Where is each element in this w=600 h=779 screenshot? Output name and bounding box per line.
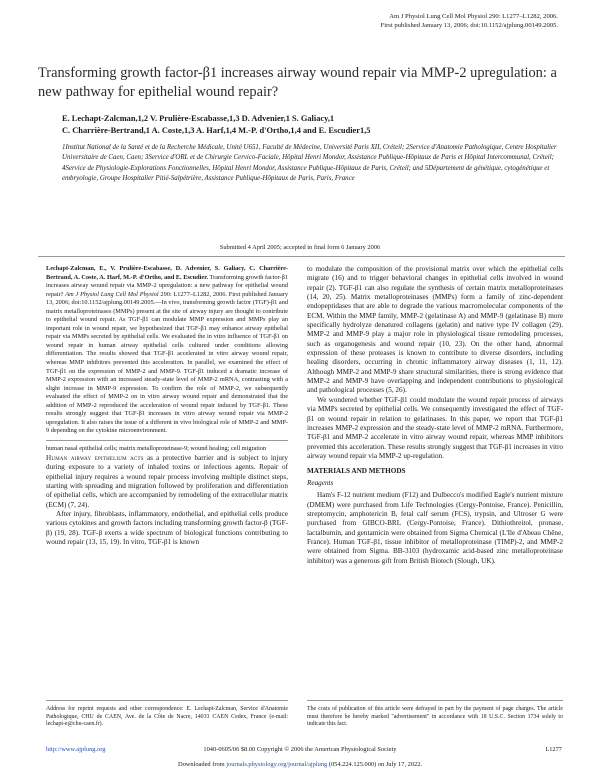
- intro-paragraph-2: After injury, fibroblasts, inflammatory, endothelial, and epithelial cells produce various cytokines and growth factors including transforming growth factor-β (TGF-β) (19, 28). TGF-β exerts a wide spectrum of biological functions contributing to wound repair (13, 15, 19). In vitro, TGF-β1 is known: [46, 510, 288, 547]
- reagents-heading: Reagents: [307, 479, 334, 488]
- page-charge-text: The costs of publication of this article were defrayed in part by the payment of page charges. The article must therefore be hereby marked "advertisement" in accordance with 18 U.S.C. Section 1734 solely to indicate this fact.: [307, 706, 563, 728]
- right-paragraph-2: We wondered whether TGF-β1 could modulate the wound repair process of airways via MMPs secreted by epithelial cells. We consequently investigated the effect of TGF-β1 on wound repair in relation to gelatinases. In this paper, we report that TGF-β1 increases MMP-2 expression and the steady-state level of MMP-2 mRNA. Furthermore, TGF-β1 and MMP-2 accelerate in vitro airway wound repair, whereas MMP inhibitors prevented this acceleration. These results strongly suggest that TGF-β1 increases in vitro airway wound repair via MMP-2 up-regulation.: [307, 395, 563, 460]
- download-link[interactable]: journals.physiology.org/journal/ajplung: [226, 761, 328, 768]
- right-paragraph-1: to modulate the composition of the provisional matrix over which the epithelial cells migrate (16) and to trigger behavioral changes in epithelial cells involved in wound repair (2). TGF-β1 can also regulate the synthesis of certain matrix metalloproteinases (14, 20, 25). Matrix metalloproteinases (MMPs) form a family of zinc-dependent endopeptidases that are able to degrade the various macromolecular components of the ECM. Within the MMP family, MMP-2 (gelatinase A) and MMP-9 (gelatinase B) more specifically hydrolyze denatured collagens (gelatin) and native type IV collagen (29). MMP-2 and MMP-9 play a major role in physiological tissue remodeling processes, such as organogenesis and wound repair (10, 23). On the other hand, abnormal expression of these proteases is known to contribute to diverse disorders, including healing disorders, occurring in chronic inflammatory airway diseases (1, 11, 12). Although MMP-2 and MMP-9 share structural similarities, there is strong evidence that MMP-2 and MMP-9 have overlapping and independent contributions to physiological and pathological processes (5, 26).: [307, 265, 563, 395]
- download-notice: [0, 761, 600, 768]
- intro-paragraph-1: [46, 454, 288, 510]
- abstract-text: In vivo, transforming growth factor (TGF)-β1 and matrix metalloproteinases (MMPs) present at the site of airway injury are thought to contribute to epithelial wound repair. As TGF-β1 can modulate MMP expression and MMPs play an important role in wound repair, we hypothesized that TGF-β1 may enhance airway epithelial repair via MMPs secreted by epithelial cells. We evaluated the in vitro influence of TGF-β1 on wound repair in human airway epithelial cells cultured under conditions allowing differentiation. The results showed that TGF-β1 accelerated in vitro airway wound repair, whereas MMP inhibitors prevented this acceleration. In parallel, we examined the effect of TGF-β1 on the expression of MMP-2 and MMP-9. TGF-β1 induced a dramatic increase of MMP-2 expression with an increased steady-state level of MMP-2 mRNA, contrasting with a slight increase in MMP-9 expression. To confirm the role of MMP-2, we subsequently evaluated the effect of MMP-2 on in vitro airway wound repair and demonstrated that the addition of MMP-2 reproduced the acceleration of wound repair induced by TGF-β1. These results strongly suggest that TGF-β1 increases in vitro airway wound repair via MMP-2 upregulation. It also raises the issue of a different in vivo biological role of MMP-2 and MMP-9 depending on the cytokine microenvironment.: [46, 299, 288, 435]
- intro-lead-in: Human airway epithelium acts: [46, 454, 144, 462]
- header-divider: [38, 256, 565, 257]
- journal-url-link[interactable]: http://www.ajplung.org: [46, 746, 106, 753]
- author-list: [62, 113, 562, 136]
- abstract-column: [46, 265, 288, 453]
- abstract-citation-journal: Am J Physiol Lung Cell Mol Physiol: [65, 290, 159, 298]
- abstract-citation-authors: Lechapt-Zalcman, E., V. Prulière-Escabasse, D. Advenier, S. Galiacy, C. Charrière-Bertrand, A. Coste, A. Harf, M.-P. d'Ortho, and E. Escudier.: [46, 265, 288, 281]
- introduction: [46, 454, 288, 547]
- download-prefix: Downloaded from: [177, 761, 227, 768]
- abstract-citation-title: Transforming growth factor-β1 increases airway wound repair via MMP-2 upregulation: a new pathway for epithelial wound repair?: [46, 273, 288, 298]
- running-head-citation: Am J Physiol Lung Cell Mol Physiol 290: L1277–L1282, 2006.: [389, 13, 558, 20]
- running-head: [198, 12, 558, 30]
- article-title: Transforming growth factor-β1 increases airway wound repair via MMP-2 upregulation: a new pathway for epithelial wound repair?: [38, 65, 557, 100]
- abstract-citation-rest: 290: L1277–L1282, 2006. First published January 13, 2006; doi:10.1152/ajplung.00149.2005.—: [46, 290, 288, 307]
- footnote-divider-left: [46, 700, 288, 701]
- submission-dates: Submitted 4 April 2005; accepted in final form 6 January 2006: [219, 244, 381, 251]
- keywords: human nasal epithelial cells; matrix metalloproteinase-9; wound healing; cell migration: [46, 444, 267, 452]
- methods-heading: MATERIALS AND METHODS: [307, 467, 406, 476]
- correspondence-text: Address for reprint requests and other correspondence: E. Lechapt-Zalcman, Service d'Anatomie Pathologique, CHU de CAEN, Ave. de la Côte de Nacre, 14033 CAEN Cedex, France (e-mail: lechapt-e@chu-caen.fr).: [46, 706, 288, 728]
- right-column: [307, 265, 563, 566]
- author-line-1: E. Lechapt-Zalcman,1,2 V. Prulière-Escabasse,1,3 D. Advenier,1 S. Galiacy,1: [62, 114, 335, 123]
- reagents-paragraph: Ham's F-12 nutrient medium (F12) and Dulbecco's modified Eagle's nutrient mixture (DMEM) were purchased from Life Technologies (Cergy-Pontoise, France). Penicillin, streptomycin, amphotericin B, fetal calf serum (FCS), trypsin, and Ultroser G were purchased from GIBCO-BRL (Cergy-Pontoise, France). Dithiothreitol, pronase, lactalbumin, and gentamicin were obtained from Sigma Chemical (L'Ile d'Abeau Chêne, France). Human TGF-β1, tissue inhibitor of metalloproteinase (TIMP)-2, and MMP-2 were obtained from Sigma. BB-3103 (hydroxamic acid-based zinc metalloproteinase inhibitor) was a generous gift from British Biotech (Slough, UK).: [307, 491, 563, 565]
- correspondence-footnote: [46, 706, 288, 729]
- abstract: [46, 265, 288, 436]
- page-number: L1277: [545, 746, 562, 753]
- download-suffix: (054.224.125.000) on July 17, 2022.: [327, 761, 423, 768]
- author-line-2: C. Charrière-Bertrand,1 A. Coste,1,3 A. Harf,1,4 M.-P. d'Ortho,1,4 and E. Escudier1,5: [62, 125, 371, 135]
- intro-text: as a protective barrier and is subject to injury during exposure to a variety of inhaled toxins or infectious agents. Repair of epithelial injury requires a wound repair process involving multiple distinct steps, starting with spreading and migration followed by proliferation and differentiation of epithelial cells, which are accompanied by remodeling of the extracellular matrix (ECM) (7, 24).: [46, 454, 289, 509]
- page-charge-footnote: [307, 706, 563, 729]
- running-head-doi: First published January 13, 2006; doi:10.1152/ajplung.00149.2005.: [380, 22, 558, 29]
- footnote-divider-right: [307, 700, 563, 701]
- affiliations: 1Institut National de la Santé et de la Recherche Médicale, Unité U651, Faculté de Médecine, Université Paris XII, Créteil; 2Service d'Anatomie Pathologique, Centre Hospitalier Universitaire de Caen, Caen; 3Service d'ORL et de Chirurgie Cervico-Faciale, Hôpital Henri Mondor, Assistance Publique-Hôpitaux de Paris et Hôpital Intercommunal, Créteil; 4Service de Physiologie-Explorations Fonctionnelles, Hôpital Henri Mondor, Assistance Publique-Hôpitaux de Paris, Créteil; and 5Département de génétique, cytogénétique et embryologie, Groupe Hospitalier Pitié-Salpétrière, Assistance Publique-Hôpitaux de Paris, Paris, France: [62, 144, 557, 183]
- abstract-divider: [46, 440, 288, 441]
- copyright-line: 1040-0605/06 $8.00 Copyright © 2006 the American Physiological Society: [203, 746, 397, 753]
